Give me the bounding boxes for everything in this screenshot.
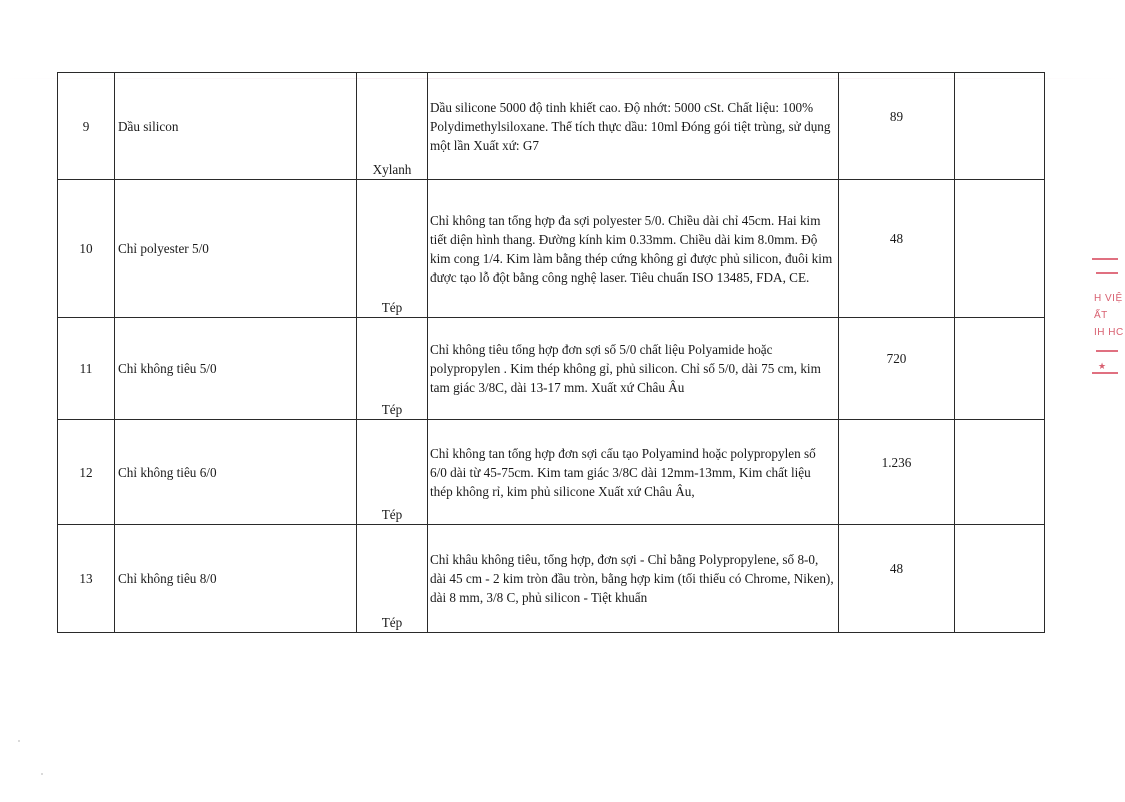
unit-label: Tép: [381, 300, 403, 315]
item-unit: [357, 180, 428, 318]
items-table: [57, 72, 1045, 633]
stamp-arc: [1092, 258, 1118, 260]
stamp-star-icon: ★: [1098, 361, 1107, 371]
empty-cell: [955, 180, 1045, 318]
row-number: 13: [58, 525, 115, 633]
item-quantity: [839, 525, 955, 633]
quantity-value: 1.236: [881, 454, 912, 470]
unit-label: Tép: [381, 615, 403, 630]
table-row: [58, 318, 1045, 420]
row-number: 12: [58, 420, 115, 525]
table-row: [58, 180, 1045, 318]
stamp-arc: [1092, 372, 1118, 374]
item-quantity: [839, 318, 955, 420]
unit-label: Tép: [381, 507, 403, 522]
item-specification: Chỉ không tan tổng hợp đơn sợi cấu tạo Polyamind hoặc polypropylen số 6/0 dài từ 45-75cm. Kim tam giác 3/8C dài 12mm-13mm, Kim chất liệu thép không rỉ, kim phủ silicone Xuất xứ Châu Âu,: [428, 420, 839, 525]
row-number: 9: [58, 73, 115, 180]
item-quantity: [839, 73, 955, 180]
item-quantity: [839, 180, 955, 318]
official-stamp-fragment: [1086, 250, 1125, 390]
item-unit: [357, 73, 428, 180]
item-specification: Chỉ không tan tổng hợp đa sợi polyester 5/0. Chiều dài chỉ 45cm. Hai kim tiết diện hình thang. Đường kính kim 0.33mm. Chiều dài kim 8.0mm. Độ kim cong 1/4. Kim làm bằng thép cứng không gỉ được phủ silicon, đuôi kim được tạo lỗ đột bằng công nghệ laser. Tiêu chuẩn ISO 13485, FDA, CE.: [428, 180, 839, 318]
item-name: Chỉ không tiêu 8/0: [115, 525, 357, 633]
stamp-text-line: IH HC: [1094, 327, 1124, 338]
stamp-arc: [1096, 350, 1118, 352]
empty-cell: [955, 525, 1045, 633]
unit-label: Tép: [381, 402, 403, 417]
row-number: 11: [58, 318, 115, 420]
quantity-value: 89: [889, 108, 904, 124]
item-name: Chỉ không tiêu 5/0: [115, 318, 357, 420]
item-unit: [357, 318, 428, 420]
item-name: Chỉ polyester 5/0: [115, 180, 357, 318]
item-unit: [357, 525, 428, 633]
stamp-arc: [1096, 272, 1118, 274]
item-unit: [357, 420, 428, 525]
item-name: Dầu silicon: [115, 73, 357, 180]
empty-cell: [955, 73, 1045, 180]
item-specification: Chỉ khâu không tiêu, tổng hợp, đơn sợi - Chỉ bằng Polypropylene, số 8-0, dài 45 cm - 2 kim tròn đầu tròn, bằng hợp kim (tối thiểu có Chrome, Niken), dài 8 mm, 3/8 C, phủ silicon - Tiệt khuẩn: [428, 525, 839, 633]
table-row: [58, 420, 1045, 525]
item-specification: Dầu silicone 5000 độ tinh khiết cao. Độ nhớt: 5000 cSt. Chất liệu: 100% Polydimethylsiloxane. Thể tích thực dầu: 10ml Đóng gói tiệt trùng, sử dụng một lần Xuất xứ: G7: [428, 73, 839, 180]
item-name: Chỉ không tiêu 6/0: [115, 420, 357, 525]
stamp-text: [1094, 290, 1124, 341]
scan-speck: [41, 773, 43, 775]
empty-cell: [955, 318, 1045, 420]
quantity-value: 48: [889, 231, 904, 246]
item-specification: Chỉ không tiêu tổng hợp đơn sợi số 5/0 chất liệu Polyamide hoặc polypropylen . Kim thép không gỉ, phủ silicon. Chỉ số 5/0, dài 75 cm, kim tam giác 3/8C, dài 13-17 mm. Xuất xứ Châu Âu: [428, 318, 839, 420]
quantity-value: 720: [886, 351, 907, 366]
scan-speck: [18, 740, 20, 742]
table-row: [58, 525, 1045, 633]
unit-label: Xylanh: [372, 162, 412, 177]
row-number: 10: [58, 180, 115, 318]
stamp-text-line: H VIỆ: [1094, 293, 1123, 304]
item-quantity: [839, 420, 955, 525]
empty-cell: [955, 420, 1045, 525]
quantity-value: 48: [889, 561, 904, 576]
stamp-text-line: ẤT: [1094, 310, 1108, 321]
table-row: [58, 73, 1045, 180]
